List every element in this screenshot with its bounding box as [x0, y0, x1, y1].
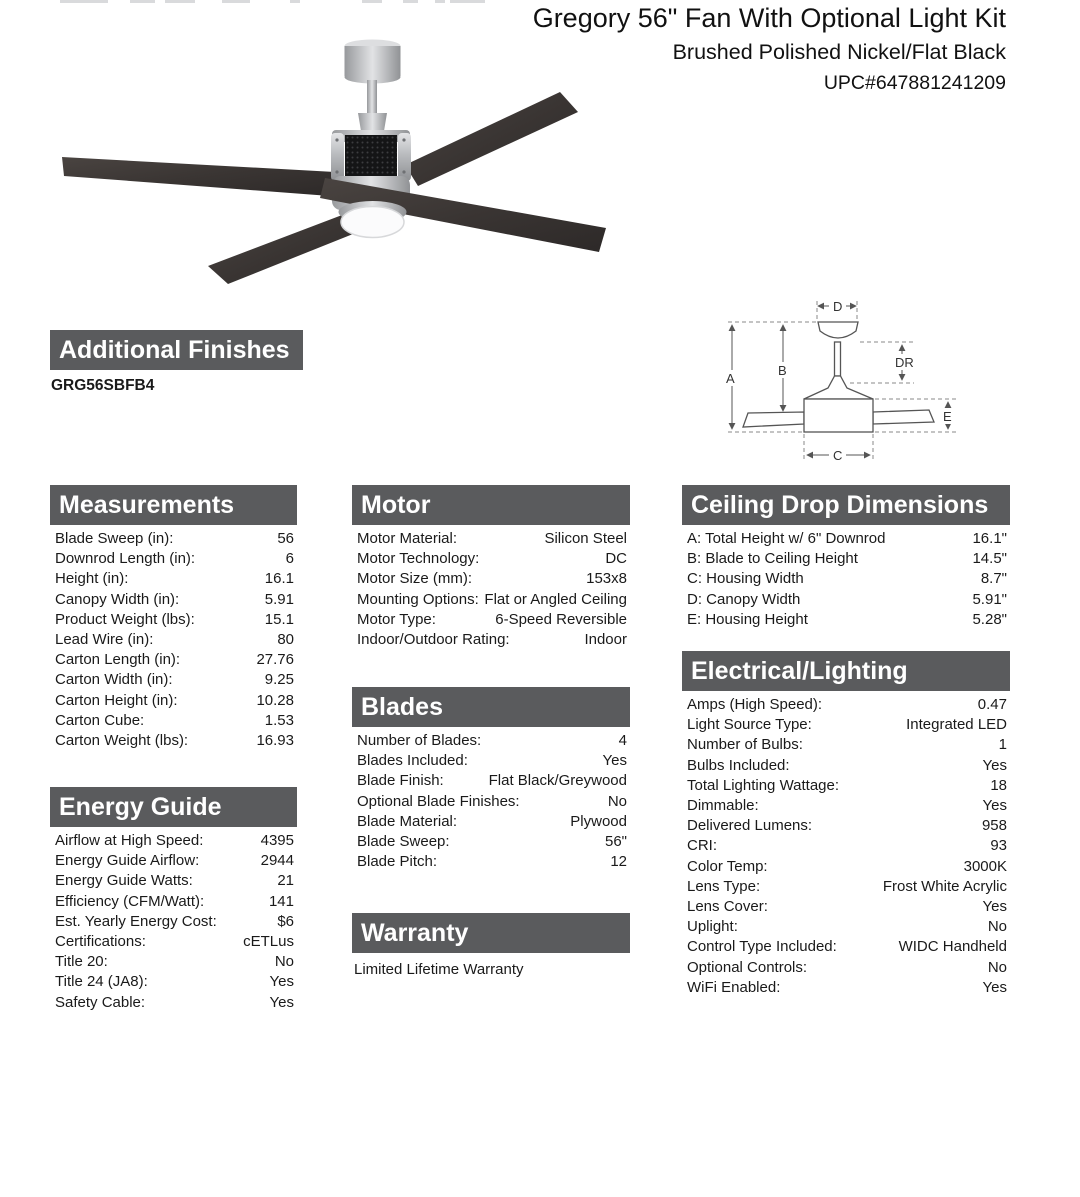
section-header-electrical-lighting: Electrical/Lighting [682, 651, 1010, 691]
spec-label: Control Type Included: [687, 938, 837, 956]
spec-value: 80 [277, 631, 294, 649]
spec-label: Blades Included: [357, 752, 468, 770]
section-header-measurements: Measurements [50, 485, 297, 525]
fan-product-photo [0, 0, 660, 300]
spec-row [50, 912, 297, 932]
diagram-label-a: A [726, 371, 735, 386]
spec-row [682, 569, 1010, 589]
spec-value: 5.91" [972, 590, 1007, 608]
spec-row [50, 932, 297, 952]
spec-value: 10.28 [256, 691, 294, 709]
electrical-lighting-section [682, 651, 1010, 998]
spec-row [682, 877, 1010, 897]
spec-label: WiFi Enabled: [687, 978, 781, 996]
spec-label: Carton Weight (lbs): [55, 732, 189, 750]
fan-blade-left [62, 157, 335, 196]
spec-value: 141 [268, 892, 294, 910]
spec-label: Delivered Lumens: [687, 817, 813, 835]
section-header-ceiling-drop: Ceiling Drop Dimensions [682, 485, 1010, 525]
spec-value: 56" [604, 833, 627, 851]
section-header-additional-finishes: Additional Finishes [50, 330, 303, 370]
spec-row [50, 831, 297, 851]
spec-row [50, 549, 297, 569]
spec-row [50, 731, 297, 751]
spec-row [682, 776, 1010, 796]
energy-guide-section [50, 787, 297, 1013]
spec-value: Yes [602, 752, 627, 770]
spec-value: 27.76 [256, 651, 294, 669]
spec-value: 4395 [260, 832, 294, 849]
spec-row [50, 851, 297, 871]
warranty-section [352, 913, 630, 978]
spec-label: E: Housing Height [687, 610, 808, 628]
spec-label: Certifications: [55, 933, 146, 951]
spec-row [352, 792, 630, 812]
spec-label: Bulbs Included: [687, 756, 790, 774]
motor-section [352, 485, 630, 650]
spec-label: Title 24 (JA8): [55, 973, 148, 991]
spec-value: No [274, 953, 294, 971]
spec-row [352, 610, 630, 630]
spec-row [50, 993, 297, 1013]
section-header-blades: Blades [352, 687, 630, 727]
spec-label: Blade Sweep (in): [55, 530, 174, 547]
measurements-section [50, 485, 297, 751]
spec-row [682, 897, 1010, 917]
spec-value: No [987, 918, 1007, 936]
spec-value: 12 [610, 853, 627, 871]
spec-value: Silicon Steel [544, 530, 627, 547]
spec-label: Lens Type: [687, 877, 761, 895]
spec-label: Safety Cable: [55, 993, 146, 1011]
spec-value: 0.47 [977, 696, 1007, 713]
spec-row [682, 937, 1010, 957]
spec-value: Yes [269, 993, 294, 1011]
spec-value: 56 [277, 530, 294, 547]
spec-label: C: Housing Width [687, 570, 804, 588]
spec-row [682, 836, 1010, 856]
spec-row [50, 529, 297, 549]
spec-value: 5.91 [264, 590, 294, 608]
blades-section [352, 687, 630, 872]
page-title: Gregory 56" Fan With Optional Light Kit [532, 3, 1006, 33]
spec-value: 9.25 [264, 671, 294, 689]
spec-label: Title 20: [55, 953, 108, 971]
spec-value: $6 [277, 912, 294, 930]
spec-label: Lead Wire (in): [55, 631, 154, 649]
spec-row [682, 735, 1010, 755]
spec-row [682, 590, 1010, 610]
spec-row [50, 691, 297, 711]
spec-value: 2944 [260, 852, 294, 870]
spec-value: Yes [982, 898, 1007, 916]
spec-label: Optional Blade Finishes: [357, 792, 520, 810]
spec-value: 16.93 [256, 732, 294, 750]
section-header-energy-guide: Energy Guide [50, 787, 297, 827]
spec-row [682, 715, 1010, 735]
model-code: GRG56SBFB4 [51, 377, 155, 394]
spec-label: Efficiency (CFM/Watt): [55, 892, 205, 910]
spec-label: Airflow at High Speed: [55, 832, 204, 849]
spec-label: Lens Cover: [687, 898, 768, 916]
spec-label: Carton Width (in): [55, 671, 173, 689]
diagram-label-d: D [833, 299, 843, 314]
spec-label: Carton Length (in): [55, 651, 181, 669]
spec-row [50, 630, 297, 650]
spec-row [352, 852, 630, 872]
spec-row [682, 756, 1010, 776]
diagram-label-c: C [833, 448, 843, 463]
fan-coupler [358, 113, 387, 131]
spec-value: 6 [285, 550, 294, 568]
spec-value: Frost White Acrylic [882, 877, 1007, 895]
spec-row [50, 952, 297, 972]
spec-label: Amps (High Speed): [687, 696, 823, 713]
spec-value: Yes [982, 978, 1007, 996]
spec-row [50, 972, 297, 992]
spec-value: 6-Speed Reversible [495, 610, 627, 628]
spec-label: Blade Material: [357, 812, 458, 830]
spec-row [352, 529, 630, 549]
spec-row [50, 650, 297, 670]
section-header-warranty: Warranty [352, 913, 630, 953]
spec-row [352, 771, 630, 791]
spec-value: WIDC Handheld [898, 938, 1007, 956]
spec-row [50, 590, 297, 610]
spec-row [50, 711, 297, 731]
spec-row [50, 892, 297, 912]
spec-value: 16.1" [972, 530, 1007, 547]
spec-value: 8.7" [980, 570, 1007, 588]
diagram-blade-left [743, 412, 804, 427]
diagram-canopy [818, 322, 858, 338]
spec-label: Energy Guide Watts: [55, 872, 193, 890]
spec-label: Energy Guide Airflow: [55, 852, 200, 870]
spec-row [352, 630, 630, 650]
spec-label: Motor Material: [357, 530, 458, 547]
diagram-label-b: B [778, 363, 787, 378]
spec-row [682, 857, 1010, 877]
spec-row [352, 812, 630, 832]
spec-label: Light Source Type: [687, 716, 812, 734]
spec-value: 958 [981, 817, 1007, 835]
spec-row [682, 695, 1010, 715]
spec-label: Canopy Width (in): [55, 590, 180, 608]
ceiling-drop-section [682, 485, 1010, 630]
spec-row [352, 549, 630, 569]
ceiling-drop-diagram [710, 288, 1010, 473]
spec-label: Blade Sweep: [357, 833, 450, 851]
spec-label: CRI: [687, 837, 717, 855]
fan-downrod [367, 80, 377, 116]
diagram-housing [804, 399, 873, 432]
fan-light-lens [341, 207, 404, 238]
spec-value: 18 [990, 776, 1007, 794]
spec-row [682, 978, 1010, 998]
spec-value: 1 [998, 736, 1007, 754]
fan-motor-mesh-band [345, 135, 397, 179]
diagram-blade-right [873, 410, 934, 424]
spec-row [50, 670, 297, 690]
spec-row [50, 871, 297, 891]
spec-label: Indoor/Outdoor Rating: [357, 631, 510, 649]
spec-value: 153x8 [586, 570, 627, 588]
spec-label: Uplight: [687, 918, 738, 936]
spec-label: Total Lighting Wattage: [687, 776, 840, 794]
diagram-shoulder [804, 376, 873, 399]
spec-value: 3000K [963, 857, 1007, 875]
diagram-label-e: E [943, 409, 952, 424]
spec-value: Yes [982, 756, 1007, 774]
spec-row [352, 569, 630, 589]
spec-label: Est. Yearly Energy Cost: [55, 912, 217, 930]
spec-row [682, 529, 1010, 549]
spec-label: Optional Controls: [687, 958, 808, 976]
spec-label: Blade Pitch: [357, 853, 438, 871]
spec-label: Number of Bulbs: [687, 736, 803, 754]
spec-label: Motor Technology: [357, 550, 480, 568]
spec-value: Yes [269, 973, 294, 991]
spec-label: Motor Type: [357, 610, 436, 628]
spec-value: Flat Black/Greywood [488, 772, 627, 790]
spec-label: Motor Size (mm): [357, 570, 473, 588]
spec-row [682, 549, 1010, 569]
spec-row [682, 958, 1010, 978]
spec-value: DC [605, 550, 627, 568]
spec-label: Color Temp: [687, 857, 768, 875]
spec-value: 15.1 [264, 610, 294, 628]
spec-row [50, 569, 297, 589]
spec-label: Mounting Options: [357, 590, 479, 608]
product-upc: UPC#647881241209 [823, 72, 1006, 94]
spec-value: Yes [982, 797, 1007, 815]
fan-blade-upper-right [405, 92, 578, 186]
spec-value: No [987, 958, 1007, 976]
spec-value: Flat or Angled Ceiling [484, 590, 627, 608]
spec-label: Number of Blades: [357, 732, 482, 749]
spec-value: 1.53 [264, 711, 294, 729]
spec-value: Indoor [584, 631, 627, 649]
additional-finishes-section [50, 330, 303, 395]
spec-label: Dimmable: [687, 797, 759, 815]
spec-value: No [607, 792, 627, 810]
spec-row [682, 917, 1010, 937]
spec-label: Downrod Length (in): [55, 550, 196, 568]
spec-value: 16.1 [264, 570, 294, 588]
spec-row [352, 832, 630, 852]
spec-value: 93 [990, 837, 1007, 855]
spec-row [352, 751, 630, 771]
spec-row [682, 816, 1010, 836]
diagram-downrod [835, 342, 841, 376]
spec-label: Product Weight (lbs): [55, 610, 195, 628]
spec-value: cETLus [243, 933, 294, 951]
spec-label: Carton Height (in): [55, 691, 178, 709]
spec-row [682, 610, 1010, 630]
spec-label: Blade Finish: [357, 772, 444, 790]
spec-label: A: Total Height w/ 6" Downrod [687, 530, 886, 547]
spec-label: B: Blade to Ceiling Height [687, 550, 858, 568]
spec-value: Integrated LED [906, 716, 1007, 734]
spec-value: 5.28" [972, 610, 1007, 628]
section-header-motor: Motor [352, 485, 630, 525]
spec-value: Plywood [570, 812, 627, 830]
product-finish: Brushed Polished Nickel/Flat Black [672, 40, 1006, 64]
spec-value: 14.5" [972, 550, 1007, 568]
spec-value: 4 [618, 732, 627, 749]
spec-row [682, 796, 1010, 816]
spec-row [352, 731, 630, 751]
spec-row [352, 590, 630, 610]
spec-row [50, 610, 297, 630]
spec-value: 21 [277, 872, 294, 890]
spec-label: D: Canopy Width [687, 590, 801, 608]
diagram-label-dr: DR [895, 355, 914, 370]
spec-label: Carton Cube: [55, 711, 145, 729]
spec-label: Height (in): [55, 570, 129, 588]
warranty-text: Limited Lifetime Warranty [354, 961, 524, 978]
